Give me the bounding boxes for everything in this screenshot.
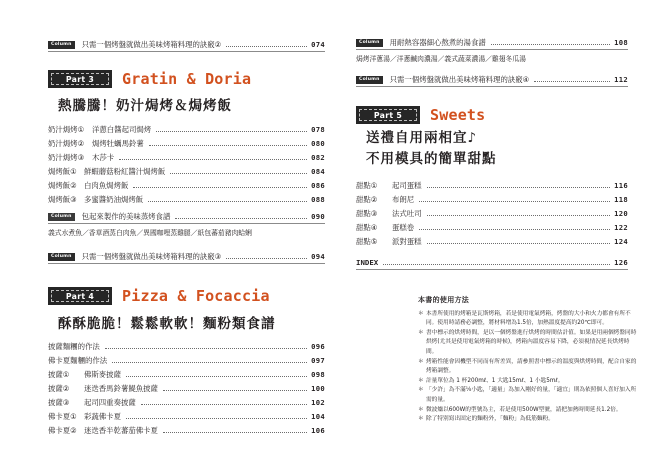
dot-leader bbox=[119, 159, 307, 160]
asterisk-mark: ＊ bbox=[418, 329, 424, 336]
toc-label bbox=[356, 222, 417, 233]
toc-row[interactable] bbox=[48, 164, 325, 178]
toc-label bbox=[48, 355, 110, 366]
recipe-number: 奶汁焗烤③ bbox=[48, 152, 85, 162]
recipe-name: 木莎卡 bbox=[92, 152, 115, 162]
recipe-name: 披薩麵糰的作法 bbox=[48, 341, 100, 351]
toc-page-number: 116 bbox=[614, 180, 628, 190]
asterisk-mark: ＊ bbox=[418, 387, 424, 394]
toc-label: 只需一個烤盤就做出美味烤箱料理的訣竅③ bbox=[82, 251, 225, 262]
how-to-use-item bbox=[418, 415, 640, 425]
toc-page-number: 086 bbox=[311, 180, 325, 190]
toc-label: 只需一個烤盤就做出美味烤箱料理的訣竅② bbox=[82, 39, 225, 50]
toc-page-number: 126 bbox=[614, 258, 628, 267]
toc-row[interactable] bbox=[356, 220, 628, 234]
toc-row-column-tips-4[interactable] bbox=[356, 73, 628, 87]
toc-page-number: 112 bbox=[614, 75, 628, 84]
dot-leader bbox=[126, 418, 307, 419]
recipe-name: 起司蛋糕 bbox=[392, 180, 422, 190]
part5-subtitle-line2: 不用模具的簡單甜點 bbox=[366, 151, 497, 167]
dot-leader bbox=[156, 131, 307, 132]
how-to-use-text: 「少許」為不滿⅛小匙，「適量」為加入剛好的量，「適宜」則為依照個人喜好加入所需的量。 bbox=[426, 387, 637, 403]
recipe-name: 迷迭香馬鈴薯鯷魚披薩 bbox=[84, 383, 158, 393]
recipe-name: 多蜜醬奶油焗烤飯 bbox=[84, 194, 144, 204]
toc-label bbox=[356, 208, 425, 219]
how-to-use-text: 除了特別寫出固定的麵粉外，「麵粉」為低筋麵粉。 bbox=[426, 416, 554, 423]
toc-page-number: 074 bbox=[311, 40, 325, 49]
toc-page-number: 090 bbox=[311, 212, 325, 221]
dot-leader bbox=[170, 173, 307, 174]
recipe-number: 甜點② bbox=[356, 194, 378, 204]
toc-label bbox=[48, 152, 117, 163]
dot-leader bbox=[534, 81, 610, 82]
toc-label bbox=[356, 194, 417, 205]
recipe-name: 佛卡夏麵糰的作法 bbox=[48, 355, 108, 365]
toc-label bbox=[48, 166, 168, 177]
recipe-name: 蛋糕卷 bbox=[392, 222, 415, 232]
toc-row[interactable] bbox=[356, 206, 628, 220]
toc-label bbox=[48, 411, 124, 422]
toc-row-column-tips-2[interactable] bbox=[48, 38, 325, 52]
toc-row[interactable] bbox=[356, 178, 628, 192]
column-soup-recipes: 焗烤洋蔥湯／洋蔥鹹肉濃湯／義式蔬菜濃湯／雞翅冬瓜湯 bbox=[356, 55, 526, 63]
recipe-number: 奶汁焗烤② bbox=[48, 138, 85, 148]
dot-leader bbox=[226, 46, 307, 47]
part4-header bbox=[48, 283, 270, 309]
toc-row[interactable] bbox=[48, 395, 325, 409]
how-to-use-item bbox=[418, 377, 640, 387]
part5-subtitle bbox=[366, 128, 497, 170]
toc-label: 用耐熱容器細心熬煮的湯食譜 bbox=[390, 37, 489, 48]
asterisk-mark: ＊ bbox=[418, 416, 424, 423]
asterisk-mark: ＊ bbox=[418, 406, 424, 413]
toc-label bbox=[356, 180, 425, 191]
toc-label bbox=[356, 236, 425, 247]
toc-row[interactable] bbox=[48, 409, 325, 423]
toc-row-index[interactable] bbox=[356, 256, 628, 270]
part5-header bbox=[356, 102, 485, 128]
part4-subtitle: 酥酥脆脆！鬆鬆軟軟！麵粉類食譜 bbox=[58, 316, 276, 332]
column-steam-recipes: 義式水煮魚／香草酒蒸白肉魚／異國咖哩蒸雞腿／紙包蕃茄豬肉蛤蜊 bbox=[48, 229, 252, 237]
dot-leader bbox=[112, 362, 307, 363]
toc-page-number: 094 bbox=[311, 252, 325, 261]
recipe-name: 彩蔬佛卡夏 bbox=[84, 411, 121, 421]
index-label: INDEX bbox=[356, 258, 381, 267]
toc-page-number: 097 bbox=[311, 355, 325, 365]
recipe-number: 焗烤飯③ bbox=[48, 194, 77, 204]
how-to-use-item bbox=[418, 358, 640, 377]
toc-page-number: 100 bbox=[311, 383, 325, 393]
dot-leader bbox=[419, 201, 610, 202]
how-to-use-text: 微波爐以600W的型號為主，若是使用500W型號，請把加熱時間延長1.2倍。 bbox=[426, 406, 622, 413]
toc-label bbox=[48, 124, 154, 135]
dot-leader bbox=[163, 432, 307, 433]
recipe-name: 迷迭香半乾蕃茄佛卡夏 bbox=[84, 425, 158, 435]
dot-leader bbox=[491, 44, 610, 45]
recipe-number: 甜點⑤ bbox=[356, 236, 378, 246]
column-badge: Column bbox=[356, 76, 383, 84]
toc-page-number: 098 bbox=[311, 369, 325, 379]
toc-page-number: 118 bbox=[614, 194, 628, 204]
dot-leader bbox=[427, 187, 611, 188]
toc-page-number: 102 bbox=[311, 397, 325, 407]
toc-row[interactable] bbox=[48, 122, 325, 136]
how-to-use-text: 書中標示的烘烤時間，是以一個烤盤進行烘烤的時間估計值。如果是用兩個烤盤同時烘烤(尤其是使用電氣烤箱的時候)，烤箱內溫度容易下降，必須視情況延長烘烤時間。 bbox=[426, 329, 637, 355]
dot-leader bbox=[141, 404, 307, 405]
part4-title: Pizza & Focaccia bbox=[122, 287, 270, 305]
how-to-use-text: 烤箱性能會因機型不同而有所差異，請參照書中標示的溫度與烘烤時間，配合自家的烤箱調整。 bbox=[426, 358, 637, 375]
dot-leader bbox=[427, 215, 611, 216]
toc-label bbox=[48, 341, 103, 352]
dot-leader bbox=[226, 258, 307, 259]
toc-label: 包起來製作的美味蒸烤食譜 bbox=[82, 211, 174, 222]
toc-row[interactable] bbox=[48, 178, 325, 192]
toc-label: 只需一個烤盤就做出美味烤箱料理的訣竅④ bbox=[390, 74, 533, 85]
toc-label bbox=[48, 369, 124, 380]
toc-row[interactable] bbox=[48, 136, 325, 150]
part5-title: Sweets bbox=[430, 106, 486, 124]
toc-row[interactable] bbox=[356, 234, 628, 248]
toc-row[interactable] bbox=[48, 381, 325, 395]
dot-leader bbox=[175, 218, 307, 219]
part3-tag: Part 3 bbox=[48, 70, 112, 88]
part5-tag: Part 5 bbox=[356, 106, 420, 124]
dot-leader bbox=[126, 376, 307, 377]
toc-label bbox=[48, 397, 139, 408]
dot-leader bbox=[133, 187, 307, 188]
dot-leader bbox=[383, 264, 610, 265]
toc-page-number: 120 bbox=[614, 208, 628, 218]
recipe-number: 甜點① bbox=[356, 180, 378, 190]
toc-row[interactable] bbox=[356, 192, 628, 206]
part3-title: Gratin & Doria bbox=[122, 70, 252, 88]
toc-label bbox=[48, 425, 161, 436]
toc-page-number: 122 bbox=[614, 222, 628, 232]
recipe-name: 焗烤牡蠣馬鈴薯 bbox=[92, 138, 144, 148]
recipe-name: 派對蛋糕 bbox=[392, 236, 422, 246]
recipe-number: 披薩② bbox=[48, 383, 70, 393]
toc-page-number: 096 bbox=[311, 341, 325, 351]
recipe-number: 披薩① bbox=[48, 369, 70, 379]
recipe-name: 起司四重奏披薩 bbox=[84, 397, 136, 407]
part4-tag: Part 4 bbox=[48, 287, 112, 305]
recipe-number: 焗烤飯② bbox=[48, 180, 77, 190]
toc-row[interactable] bbox=[48, 192, 325, 206]
toc-label bbox=[48, 180, 131, 191]
toc-row[interactable] bbox=[48, 150, 325, 164]
recipe-number: 披薩③ bbox=[48, 397, 70, 407]
toc-page-number: 108 bbox=[614, 38, 628, 47]
how-to-use-title: 本書的使用方法 bbox=[418, 296, 470, 304]
toc-row[interactable] bbox=[48, 339, 325, 353]
column-badge: Column bbox=[48, 41, 75, 49]
toc-page-number: 082 bbox=[311, 152, 325, 162]
recipe-number: 焗烤飯① bbox=[48, 166, 77, 176]
toc-page-number: 078 bbox=[311, 124, 325, 134]
recipe-name: 鮮蝦蘑菇粉紅醬汁焗烤飯 bbox=[84, 166, 166, 176]
how-to-use-item bbox=[418, 406, 640, 416]
how-to-use-item bbox=[418, 310, 640, 329]
toc-row-column-steam[interactable] bbox=[48, 210, 325, 224]
dot-leader bbox=[149, 145, 307, 146]
part3-header bbox=[48, 66, 251, 92]
column-badge: Column bbox=[48, 253, 75, 261]
recipe-number: 奶汁焗烤① bbox=[48, 124, 85, 134]
toc-row[interactable] bbox=[48, 367, 325, 381]
toc-row-column-soup[interactable] bbox=[356, 36, 628, 50]
part3-subtitle: 熱騰騰！奶汁焗烤＆焗烤飯 bbox=[58, 98, 232, 114]
toc-page-number: 106 bbox=[311, 425, 325, 435]
how-to-use-item bbox=[418, 386, 640, 405]
how-to-use-list bbox=[418, 310, 640, 425]
recipe-name: 洋蔥白醬起司焗烤 bbox=[92, 124, 152, 134]
recipe-number: 甜點③ bbox=[356, 208, 378, 218]
toc-page-number: 124 bbox=[614, 236, 628, 246]
recipe-number: 佛卡夏① bbox=[48, 411, 77, 421]
how-to-use-text: 計量單位為 1 杯200mℓ、1 大匙15mℓ、1 小匙5mℓ。 bbox=[426, 377, 564, 384]
toc-row[interactable] bbox=[48, 353, 325, 367]
recipe-name: 布朗尼 bbox=[392, 194, 415, 204]
part5-subtitle-line1: 送禮自用兩相宜♪ bbox=[366, 130, 478, 146]
asterisk-mark: ＊ bbox=[418, 377, 424, 384]
dot-leader bbox=[163, 390, 307, 391]
how-to-use-item bbox=[418, 329, 640, 358]
toc-row-column-tips-3[interactable] bbox=[48, 250, 325, 264]
toc-label bbox=[48, 138, 147, 149]
toc-label bbox=[48, 194, 146, 205]
how-to-use-text: 本書所使用的烤箱是瓦斯烤箱，若是使用電氣烤箱，烤盤的大小和火力都會有所不同。使用時請務必調整，將材料增為1.5倍，加熱溫度提高約20℃即可。 bbox=[426, 310, 631, 327]
recipe-number: 甜點④ bbox=[356, 222, 378, 232]
dot-leader bbox=[105, 348, 307, 349]
recipe-number: 佛卡夏② bbox=[48, 425, 77, 435]
toc-label bbox=[48, 383, 161, 394]
toc-row[interactable] bbox=[48, 423, 325, 437]
toc-page-number: 088 bbox=[311, 194, 325, 204]
dot-leader bbox=[148, 201, 307, 202]
recipe-name: 法式吐司 bbox=[392, 208, 422, 218]
column-badge: Column bbox=[48, 213, 75, 221]
toc-page-number: 080 bbox=[311, 138, 325, 148]
toc-page-number: 104 bbox=[311, 411, 325, 421]
recipe-name: 佛斯麥披薩 bbox=[84, 369, 121, 379]
dot-leader bbox=[419, 229, 610, 230]
recipe-name: 白肉魚焗烤飯 bbox=[84, 180, 129, 190]
asterisk-mark: ＊ bbox=[418, 310, 424, 317]
toc-page-number: 084 bbox=[311, 166, 325, 176]
asterisk-mark: ＊ bbox=[418, 358, 424, 365]
dot-leader bbox=[427, 243, 611, 244]
how-to-use-box bbox=[418, 296, 640, 425]
column-badge: Column bbox=[356, 39, 383, 47]
